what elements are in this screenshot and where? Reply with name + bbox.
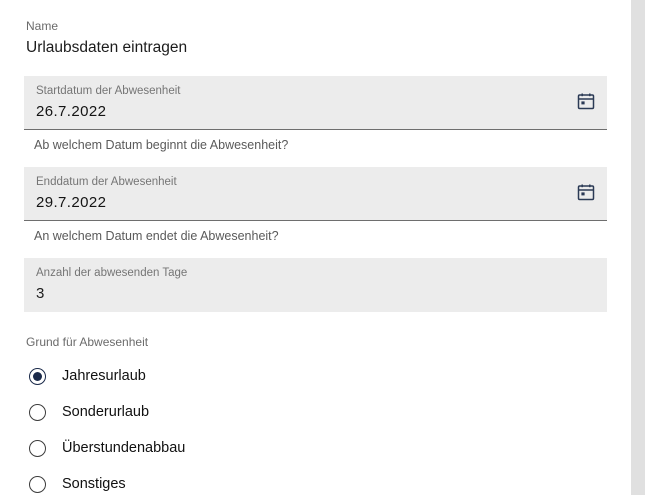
days-count-block (24, 258, 607, 312)
start-date-block (24, 76, 607, 153)
radio-option-jahresurlaub[interactable] (24, 358, 607, 394)
end-date-hint: An welchem Datum endet die Abwesenheit? (34, 229, 279, 243)
form-name-label: Name (26, 19, 59, 33)
radio-option-label: Sonderurlaub (62, 404, 150, 420)
radio-option-sonstiges[interactable] (24, 466, 607, 502)
radio-button-icon[interactable] (29, 476, 46, 493)
right-gutter (631, 0, 645, 495)
radio-button-icon[interactable] (29, 368, 46, 385)
radio-option-sonderurlaub[interactable] (24, 394, 607, 430)
days-count-value: 3 (36, 285, 45, 302)
reason-group-label: Grund für Abwesenheit (26, 335, 149, 349)
calendar-icon[interactable] (577, 183, 595, 201)
radio-button-icon[interactable] (29, 440, 46, 457)
calendar-icon[interactable] (577, 92, 595, 110)
start-date-caption: Startdatum der Abwesenheit (36, 85, 181, 97)
reason-radio-group (24, 334, 607, 502)
radio-option-ueberstundenabbau[interactable] (24, 430, 607, 466)
end-date-field[interactable] (24, 167, 607, 221)
page-title: Urlaubsdaten eintragen (26, 39, 188, 56)
days-count-field (24, 258, 607, 312)
end-date-value: 29.7.2022 (36, 194, 107, 211)
start-date-field[interactable] (24, 76, 607, 130)
radio-option-label: Sonstiges (62, 476, 126, 492)
start-date-value: 26.7.2022 (36, 103, 107, 120)
end-date-caption: Enddatum der Abwesenheit (36, 176, 177, 188)
radio-option-label: Überstundenabbau (62, 440, 186, 456)
radio-option-label: Jahresurlaub (62, 368, 146, 384)
end-date-block (24, 167, 607, 244)
radio-button-icon[interactable] (29, 404, 46, 421)
days-count-caption: Anzahl der abwesenden Tage (36, 267, 188, 279)
start-date-hint: Ab welchem Datum beginnt die Abwesenheit? (34, 138, 289, 152)
